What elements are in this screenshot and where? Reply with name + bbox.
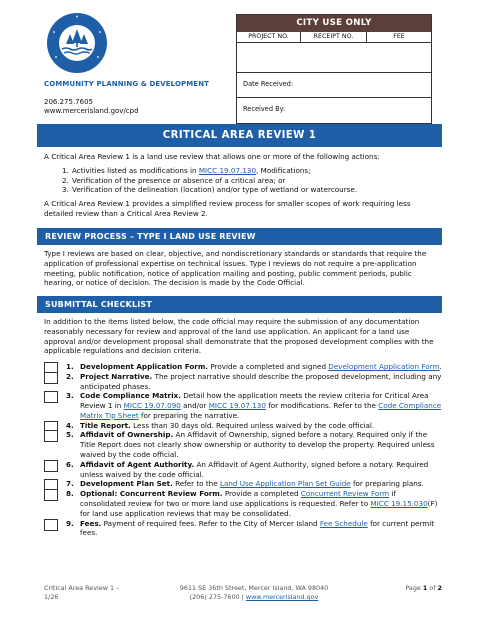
footer-website-link[interactable]: www.mercerisland.gov: [245, 593, 319, 602]
checkbox[interactable]: [44, 430, 58, 442]
submittal-checklist: [44, 362, 442, 538]
city-use-only-box: [236, 14, 432, 124]
code-compliance-tip-sheet-link[interactable]: Code Compliance Matrix Tip Sheet: [80, 401, 442, 420]
page-title: CRITICAL AREA REVIEW 1: [37, 124, 442, 147]
checklist-item: 5. Affidavit of Ownership. An Affidavit of Ownership, signed before a notary. Required only if the Title Report does not clearly show ownership or authority to develop the property. Required unless waived by the code official.: [44, 430, 442, 459]
list-item: 3. Verification of the delineation (location) and/or type of wetland or watercourse.: [62, 185, 358, 195]
department-phone: 206.275.7605: [44, 98, 93, 106]
footer-doc-date: 1/26: [44, 593, 59, 602]
review-process-heading: REVIEW PROCESS – TYPE I LAND USE REVIEW: [37, 228, 442, 245]
development-application-form-link[interactable]: Development Application Form: [328, 362, 440, 371]
list-item: 2. Verification of the presence or absence of a critical area; or: [62, 175, 286, 185]
city-use-value-row[interactable]: [237, 43, 431, 73]
plan-set-guide-link[interactable]: Land Use Application Plan Set Guide: [219, 479, 351, 489]
review-process-text: Type I reviews are based on clear, objective, and nondiscretionary standards or standards that require the application of professional expertise on technical issues. Type I reviews do not require a pre-application meeting, public notification, notice of application mailing and posting, public comment periods, public hearing, or notice of decision. The decision is made by the Code Official.: [44, 249, 427, 288]
footer-contact: 9611 SE 36th Street, Mercer Island, WA 98040 (206) 275-7600 | www.mercerisland.gov: [164, 584, 344, 603]
checklist-item: 3. Code Compliance Matrix. Detail how the application meets the review criteria for Critical Area Review 1 in MICC 19.07.090 and/or MICC 19.07.130 for modifications. Refer to the Code Compliance Matrix Tip Sheet for preparing the narrative.: [44, 391, 442, 420]
checklist-item: 8. Optional: Concurrent Review Form. Provide a completed Concurrent Review Form if consolidated review for two or more land use applications is requested. Refer to MICC 19.15.030(F) for land use application reviews that may be consolidated.: [44, 489, 442, 518]
received-by-field[interactable]: Received By:: [243, 105, 286, 113]
checkbox[interactable]: [44, 460, 58, 472]
list-item: 1. Activities listed as modifications in MICC 19.07.130, Modifications;: [62, 165, 311, 175]
intro-lead: A Critical Area Review 1 is a land use review that allows one or more of the following actions:: [44, 152, 380, 161]
checkbox[interactable]: [44, 519, 58, 531]
intro-summary: A Critical Area Review 1 provides a simplified review process for smaller scopes of work requiring less detailed review than a Critical Area Review 2.: [44, 199, 411, 218]
project-no-label: PROJECT NO.: [237, 32, 301, 42]
checkbox[interactable]: [44, 391, 58, 403]
footer-address: 9611 SE 36th Street, Mercer Island, WA 98040: [179, 584, 329, 592]
checklist-item: 4. Title Report. Less than 30 days old. Required unless waived by the code official.: [44, 421, 442, 431]
footer-doc-name: Critical Area Review 1 –: [44, 584, 120, 592]
fee-label: FEE: [393, 33, 405, 40]
department-name: COMMUNITY PLANNING & DEVELOPMENT: [44, 80, 210, 88]
micc-19-07-130-link[interactable]: MICC 19.07.130: [198, 165, 257, 175]
micc-19-15-030-link[interactable]: MICC 19.15.030: [370, 498, 428, 508]
department-contact: [44, 98, 139, 117]
checklist-item: 1. Development Application Form. Provide a completed and signed Development Application Form.: [44, 362, 442, 372]
footer-phone: (206) 275-7600: [189, 593, 240, 602]
fee-schedule-link[interactable]: Fee Schedule: [319, 518, 368, 528]
date-received-field[interactable]: Date Received:: [237, 73, 431, 98]
footer-doc-info: [44, 584, 134, 603]
page-number: Page 1 of 2: [405, 584, 442, 592]
checkbox[interactable]: [44, 489, 58, 501]
micc-19-07-090-link[interactable]: MICC 19.07.090: [123, 401, 181, 411]
submittal-intro-text: In addition to the items listed below, the code official may require the submission of any documentation reasonably necessary for review and approval of the land use application. An applicant for a land use approval and/or development proposal shall demonstrate that the proposed development complies with the applicable regulations and decision criteria.: [44, 317, 434, 356]
receipt-no-label: RECEIPT NO.: [301, 32, 367, 42]
intro-section: [44, 152, 442, 223]
city-use-title: CITY USE ONLY: [237, 15, 431, 32]
submittal-checklist-heading: SUBMITTAL CHECKLIST: [37, 296, 442, 313]
city-seal-logo: [46, 12, 108, 74]
checklist-item: 6. Affidavit of Agent Authority. An Affidavit of Agent Authority, signed before a notary. Required unless waived by the code official.: [44, 460, 442, 480]
concurrent-review-form-link[interactable]: Concurrent Review Form: [300, 489, 390, 499]
micc-19-07-130-link[interactable]: MICC 19.07.130: [208, 401, 266, 411]
checklist-item: 7. Development Plan Set. Refer to the Land Use Application Plan Set Guide for preparing plans.: [44, 479, 442, 489]
action-list: [62, 166, 442, 195]
department-website: www.mercerisland.gov/cpd: [44, 107, 139, 116]
checkbox[interactable]: [44, 372, 58, 384]
checklist-item: 9. Fees. Payment of required fees. Refer to the City of Mercer Island Fee Schedule for current permit fees.: [44, 519, 442, 539]
checklist-item: 2. Project Narrative. The project narrative should describe the proposed development, including any anticipated phases.: [44, 372, 442, 392]
city-use-columns: [237, 32, 431, 43]
